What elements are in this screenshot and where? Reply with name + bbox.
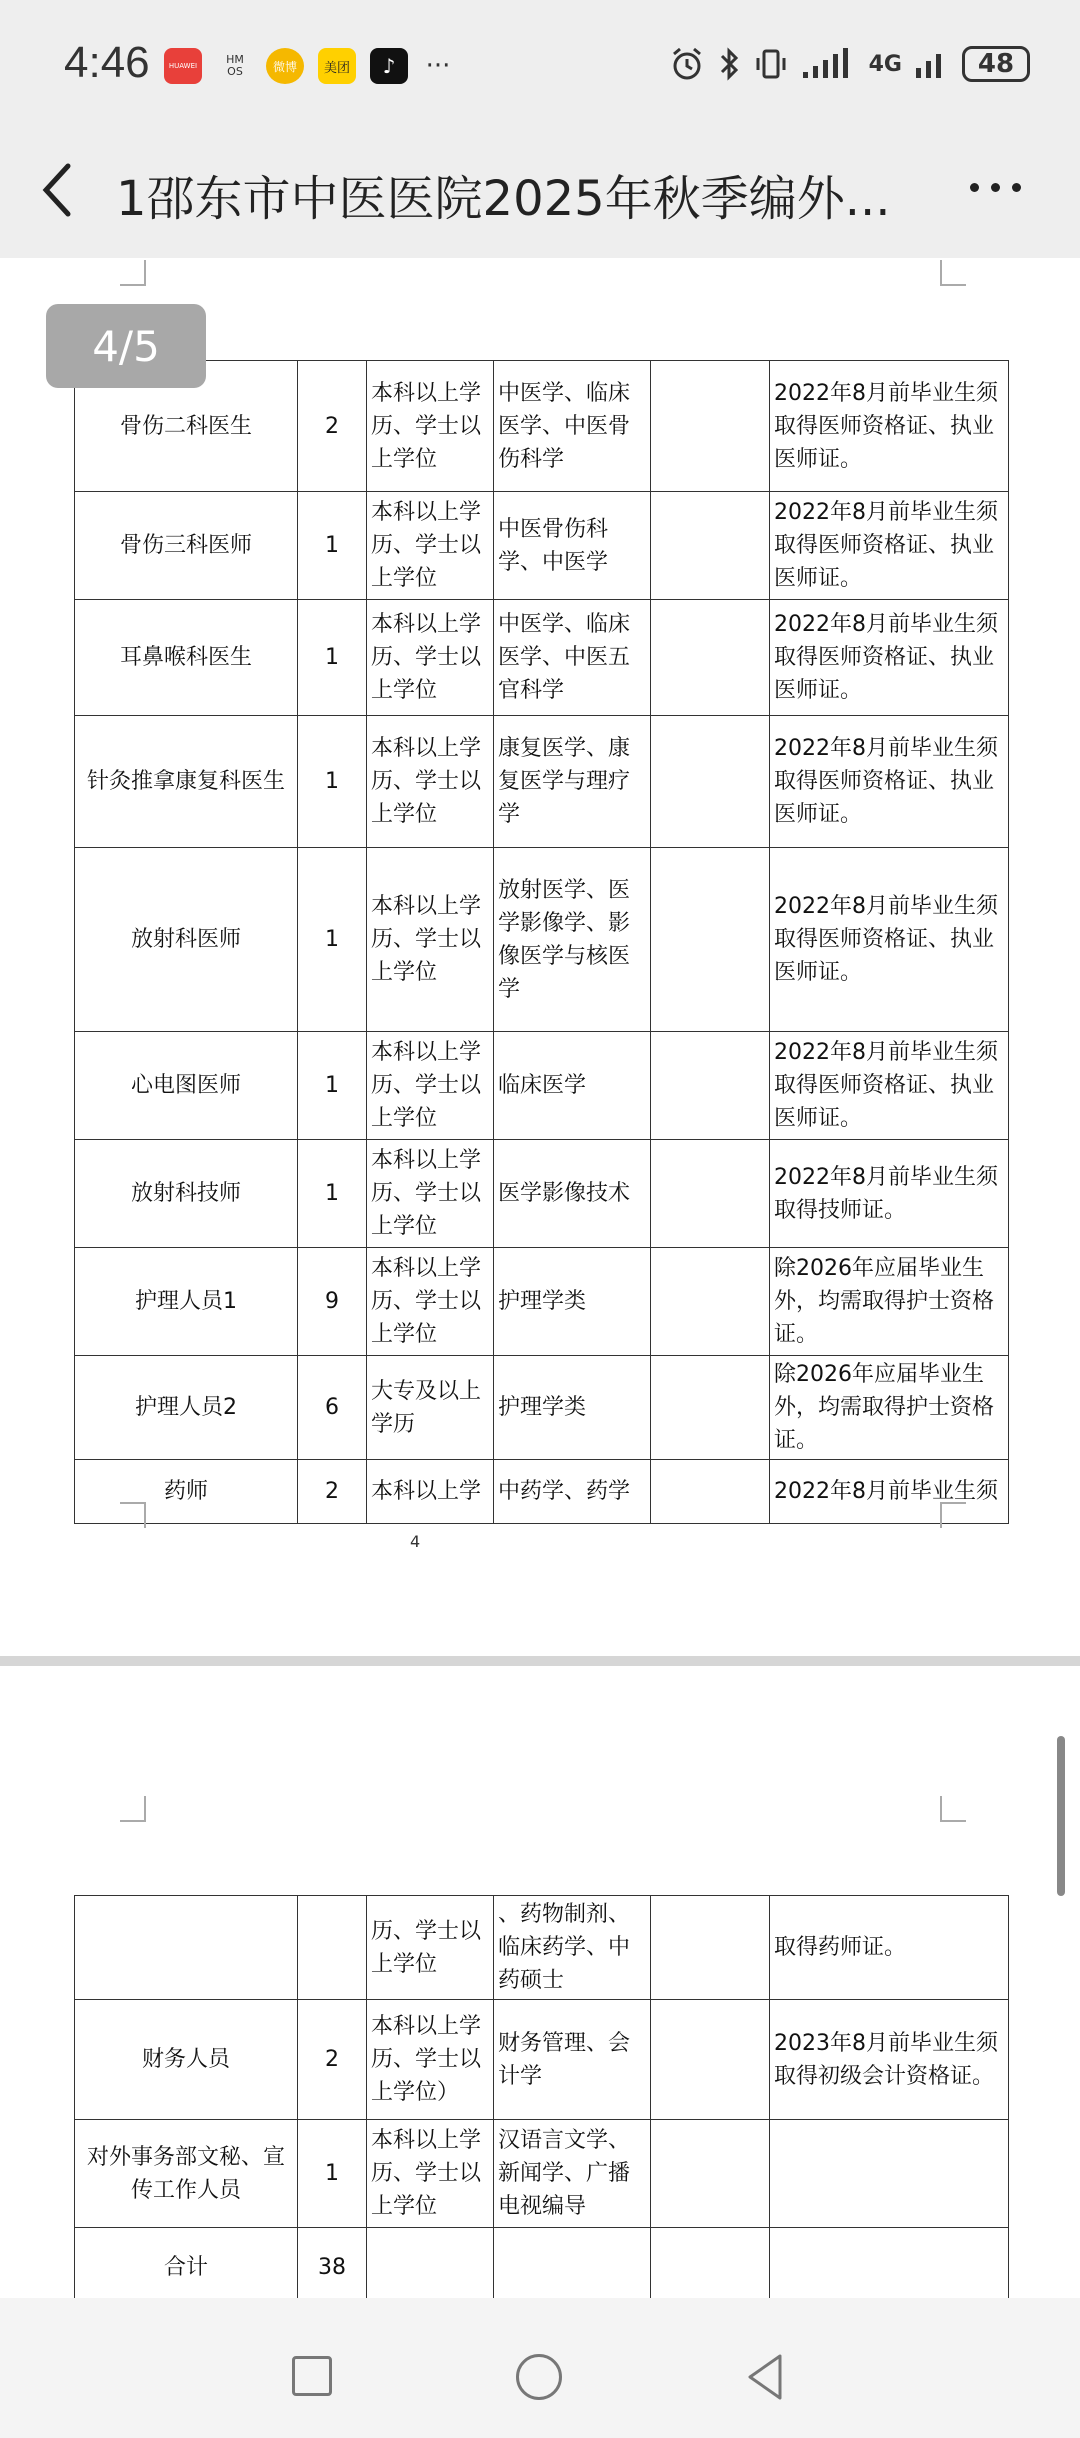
- more-notifications-icon: ···: [425, 51, 451, 81]
- table-row: [75, 2120, 1009, 2228]
- table-row: [75, 1248, 1009, 1356]
- major-cell: [494, 2228, 651, 2308]
- notes-cell: [770, 2228, 1009, 2308]
- blank-cell: [651, 492, 770, 600]
- notes-cell: 2022年8月前毕业生须取得技师证。: [770, 1140, 1009, 1248]
- notes-cell: 除2026年应届毕业生外，均需取得护士资格证。: [770, 1248, 1009, 1356]
- blank-cell: [651, 361, 770, 492]
- page-number: 4: [410, 1532, 421, 1551]
- blank-cell: [651, 1896, 770, 2000]
- battery-indicator: 48: [962, 46, 1030, 82]
- crop-mark: [940, 1502, 966, 1528]
- education-cell: 本科以上学历、学士以上学位）: [367, 2000, 494, 2120]
- major-cell: 、药物制剂、临床药学、中药硕士: [494, 1896, 651, 2000]
- education-cell: 本科以上学历、学士以上学位: [367, 716, 494, 848]
- notes-cell: 2022年8月前毕业生须取得医师资格证、执业医师证。: [770, 600, 1009, 716]
- position-cell: 合计: [75, 2228, 298, 2308]
- home-button[interactable]: [516, 2354, 562, 2400]
- count-cell: 1: [298, 2120, 367, 2228]
- education-cell: 本科以上学历、学士以上学位: [367, 848, 494, 1032]
- major-cell: 中药学、药学: [494, 1460, 651, 1524]
- table-row: [75, 600, 1009, 716]
- major-cell: 汉语言文学、新闻学、广播电视编导: [494, 2120, 651, 2228]
- major-cell: 康复医学、康复医学与理疗学: [494, 716, 651, 848]
- blank-cell: [651, 600, 770, 716]
- status-indicators: [669, 46, 1030, 82]
- education-cell: 本科以上学历、学士以上学位: [367, 361, 494, 492]
- notes-cell: 2022年8月前毕业生须: [770, 1460, 1009, 1524]
- crop-mark: [940, 1796, 966, 1822]
- position-cell: 放射科医师: [75, 848, 298, 1032]
- crop-mark: [120, 1502, 146, 1528]
- education-cell: 历、学士以上学位: [367, 1896, 494, 2000]
- crop-mark: [940, 260, 966, 286]
- education-cell: 大专及以上学历: [367, 1356, 494, 1460]
- huawei-app-icon: HUAWEI: [164, 48, 202, 84]
- position-cell: [75, 1896, 298, 2000]
- count-cell: 2: [298, 361, 367, 492]
- top-bar: [0, 0, 1080, 258]
- count-cell: 1: [298, 716, 367, 848]
- bluetooth-icon: [717, 46, 741, 82]
- position-cell: 对外事务部文秘、宣传工作人员: [75, 2120, 298, 2228]
- scrollbar[interactable]: [1057, 1736, 1065, 1896]
- notes-cell: 取得药师证。: [770, 1896, 1009, 2000]
- count-cell: 1: [298, 848, 367, 1032]
- table-row: [75, 361, 1009, 492]
- count-cell: [298, 1896, 367, 2000]
- count-cell: 1: [298, 1032, 367, 1140]
- major-cell: 护理学类: [494, 1248, 651, 1356]
- position-cell: 护理人员2: [75, 1356, 298, 1460]
- recent-apps-button[interactable]: [292, 2356, 332, 2396]
- blank-cell: [651, 716, 770, 848]
- position-cell: 药师: [75, 1460, 298, 1524]
- hmos-icon: HM OS: [226, 53, 244, 78]
- notes-cell: 2023年8月前毕业生须取得初级会计资格证。: [770, 2000, 1009, 2120]
- blank-cell: [651, 2228, 770, 2308]
- notes-cell: 除2026年应届毕业生外，均需取得护士资格证。: [770, 1356, 1009, 1460]
- blank-cell: [651, 848, 770, 1032]
- education-cell: 本科以上学历、学士以上学位: [367, 2120, 494, 2228]
- major-cell: 医学影像技术: [494, 1140, 651, 1248]
- count-cell: 1: [298, 600, 367, 716]
- tiktok-icon: ♪: [370, 48, 408, 84]
- notes-cell: 2022年8月前毕业生须取得医师资格证、执业医师证。: [770, 361, 1009, 492]
- major-cell: 中医学、临床医学、中医骨伤科学: [494, 361, 651, 492]
- blank-cell: [651, 1248, 770, 1356]
- notes-cell: 2022年8月前毕业生须取得医师资格证、执业医师证。: [770, 492, 1009, 600]
- more-options-icon[interactable]: [970, 172, 1030, 202]
- vibrate-icon: [753, 46, 789, 82]
- major-cell: 护理学类: [494, 1356, 651, 1460]
- blank-cell: [651, 1356, 770, 1460]
- major-cell: 中医学、临床医学、中医五官科学: [494, 600, 651, 716]
- blank-cell: [651, 1460, 770, 1524]
- education-cell: 本科以上学历、学士以上学位: [367, 1032, 494, 1140]
- document-title: 1邵东市中医医院2025年秋季编外...: [116, 171, 891, 227]
- table-row: [75, 492, 1009, 600]
- position-table-page-5: [74, 1895, 1009, 2308]
- education-cell: 本科以上学历、学士以上学位: [367, 1248, 494, 1356]
- table-row: [75, 1896, 1009, 2000]
- major-cell: 放射医学、医学影像学、影像医学与核医学: [494, 848, 651, 1032]
- position-cell: 针灸推拿康复科医生: [75, 716, 298, 848]
- blank-cell: [651, 2000, 770, 2120]
- position-cell: 耳鼻喉科医生: [75, 600, 298, 716]
- crop-mark: [120, 260, 146, 286]
- position-cell: 护理人员1: [75, 1248, 298, 1356]
- page-divider: [0, 1656, 1080, 1666]
- blank-cell: [651, 1140, 770, 1248]
- position-cell: 骨伤二科医生: [75, 361, 298, 492]
- signal-icon: [801, 46, 857, 82]
- notes-cell: 2022年8月前毕业生须取得医师资格证、执业医师证。: [770, 1032, 1009, 1140]
- count-cell: 38: [298, 2228, 367, 2308]
- network-type: 4G: [868, 51, 902, 77]
- table-row: [75, 1460, 1009, 1524]
- table-row: [75, 1356, 1009, 1460]
- nav-back-button[interactable]: [744, 2352, 786, 2402]
- count-cell: 1: [298, 492, 367, 600]
- major-cell: 临床医学: [494, 1032, 651, 1140]
- major-cell: 中医骨伤科学、中医学: [494, 492, 651, 600]
- position-cell: 财务人员: [75, 2000, 298, 2120]
- education-cell: 本科以上学: [367, 1460, 494, 1524]
- count-cell: 1: [298, 1140, 367, 1248]
- position-cell: 骨伤三科医师: [75, 492, 298, 600]
- count-cell: 9: [298, 1248, 367, 1356]
- weibo-icon: 微博: [266, 48, 304, 84]
- table-row: [75, 1032, 1009, 1140]
- education-cell: [367, 2228, 494, 2308]
- count-cell: 6: [298, 1356, 367, 1460]
- notes-cell: [770, 2120, 1009, 2228]
- table-row: [75, 2000, 1009, 2120]
- meituan-icon: 美团: [318, 48, 356, 84]
- education-cell: 本科以上学历、学士以上学位: [367, 492, 494, 600]
- table-row: [75, 1140, 1009, 1248]
- back-arrow-icon[interactable]: [34, 160, 82, 220]
- signal-icon-2: [914, 46, 950, 82]
- count-cell: 2: [298, 2000, 367, 2120]
- table-row: [75, 2228, 1009, 2308]
- status-time: 4:46: [64, 38, 150, 87]
- education-cell: 本科以上学历、学士以上学位: [367, 1140, 494, 1248]
- blank-cell: [651, 2120, 770, 2228]
- count-cell: 2: [298, 1460, 367, 1524]
- crop-mark: [120, 1796, 146, 1822]
- notes-cell: 2022年8月前毕业生须取得医师资格证、执业医师证。: [770, 716, 1009, 848]
- position-cell: 放射科技师: [75, 1140, 298, 1248]
- table-row: [75, 848, 1009, 1032]
- notes-cell: 2022年8月前毕业生须取得医师资格证、执业医师证。: [770, 848, 1009, 1032]
- position-cell: 心电图医师: [75, 1032, 298, 1140]
- table-row: [75, 716, 1009, 848]
- education-cell: 本科以上学历、学士以上学位: [367, 600, 494, 716]
- position-table-page-4: [74, 360, 1009, 1524]
- blank-cell: [651, 1032, 770, 1140]
- major-cell: 财务管理、会计学: [494, 2000, 651, 2120]
- page-indicator: 4/5: [46, 304, 206, 388]
- alarm-icon: [669, 46, 705, 82]
